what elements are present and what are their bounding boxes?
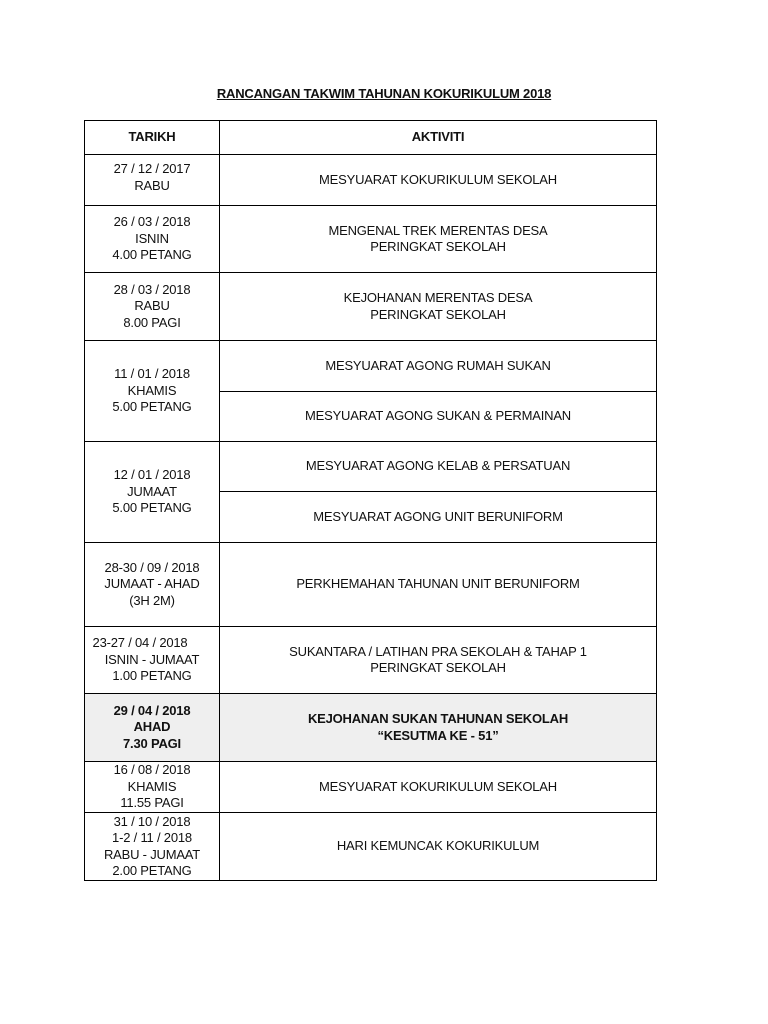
date-line: 1-2 / 11 / 2018 xyxy=(112,830,192,845)
day-line: KHAMIS xyxy=(127,382,177,398)
date-cell xyxy=(85,694,220,762)
activity-cell xyxy=(220,273,657,341)
day-line: AHAD xyxy=(133,719,171,735)
date-line: 16 / 08 / 2018 xyxy=(113,762,191,778)
time-line: 11.55 PAGI xyxy=(120,795,184,811)
day-line: RABU xyxy=(134,298,170,314)
table-row xyxy=(85,206,657,273)
activity-line: MESYUARAT AGONG UNIT BERUNIFORM xyxy=(313,508,563,524)
time-line: 7.30 PAGI xyxy=(123,735,181,751)
date-cell xyxy=(85,762,220,813)
activity-line: KEJOHANAN SUKAN TAHUNAN SEKOLAH xyxy=(307,711,569,726)
activity-line: HARI KEMUNCAK KOKURIKULUM xyxy=(336,838,540,854)
date-line: 28 / 03 / 2018 xyxy=(113,281,191,297)
activity-line: MESYUARAT KOKURIKULUM SEKOLAH xyxy=(319,778,557,794)
date-line: 31 / 10 / 2018 xyxy=(113,813,191,829)
table-row xyxy=(85,155,657,206)
activity-line: MENGENAL TREK MERENTAS DESA xyxy=(328,222,548,238)
date-cell xyxy=(85,627,220,694)
date-line: 29 / 04 / 2018 xyxy=(113,702,191,718)
activity-cell xyxy=(220,206,657,273)
date-line: 28-30 / 09 / 2018 xyxy=(104,559,200,575)
page-title: RANCANGAN TAKWIM TAHUNAN KOKURIKULUM 2018 xyxy=(216,86,552,101)
time-line: 1.00 PETANG xyxy=(112,668,192,684)
table-row-highlighted xyxy=(85,694,657,762)
activity-cell xyxy=(220,442,657,492)
activity-line: MESYUARAT KOKURIKULUM SEKOLAH xyxy=(319,171,557,187)
column-header-date: TARIKH xyxy=(85,121,220,155)
date-line: 23-27 / 04 / 2018 xyxy=(92,635,188,651)
activity-line: MESYUARAT AGONG SUKAN & PERMAINAN xyxy=(305,408,571,424)
activity-line: SUKANTARA / LATIHAN PRA SEKOLAH & TAHAP 1 xyxy=(289,643,587,659)
date-cell xyxy=(85,155,220,206)
activity-cell xyxy=(220,341,657,392)
time-line: 4.00 PETANG xyxy=(112,247,192,263)
date-cell xyxy=(85,273,220,341)
time-line: 5.00 PETANG xyxy=(112,500,192,516)
table-row xyxy=(85,273,657,341)
activity-cell xyxy=(220,694,657,762)
activity-cell xyxy=(220,762,657,813)
activity-line: KEJOHANAN MERENTAS DESA xyxy=(343,290,533,305)
activity-line: PERKHEMAHAN TAHUNAN UNIT BERUNIFORM xyxy=(296,576,580,592)
time-line: 8.00 PAGI xyxy=(123,314,181,330)
schedule-table xyxy=(84,120,657,881)
activity-cell xyxy=(220,543,657,627)
activity-line: PERINGKAT SEKOLAH xyxy=(370,660,506,675)
activity-line: MESYUARAT AGONG RUMAH SUKAN xyxy=(325,357,551,373)
date-cell xyxy=(85,543,220,627)
table-row xyxy=(85,341,657,392)
date-line: 11 / 01 / 2018 xyxy=(114,366,190,382)
date-line: 27 / 12 / 2017 xyxy=(113,161,191,176)
activity-cell xyxy=(220,492,657,543)
date-line: 12 / 01 / 2018 xyxy=(113,467,191,483)
activity-line: PERINGKAT SEKOLAH xyxy=(370,306,506,322)
activity-cell xyxy=(220,392,657,442)
day-line: ISNIN xyxy=(135,230,169,246)
date-cell xyxy=(85,813,220,881)
day-line: KHAMIS xyxy=(127,778,177,794)
day-line: JUMAAT xyxy=(127,483,177,499)
date-cell xyxy=(85,341,220,442)
activity-cell xyxy=(220,155,657,206)
activity-cell xyxy=(220,813,657,881)
activity-cell xyxy=(220,627,657,694)
day-line: RABU xyxy=(134,177,170,193)
date-cell xyxy=(85,206,220,273)
day-line: RABU - JUMAAT xyxy=(103,846,201,862)
day-line: ISNIN - JUMAAT xyxy=(104,651,200,667)
day-line: JUMAAT - AHAD xyxy=(104,576,200,592)
table-row xyxy=(85,762,657,813)
activity-line: “KESUTMA KE - 51” xyxy=(377,727,499,743)
column-header-activity: AKTIVITI xyxy=(220,121,657,155)
table-header-row xyxy=(85,121,657,155)
activity-line: PERINGKAT SEKOLAH xyxy=(370,239,506,254)
duration-line: (3H 2M) xyxy=(129,592,175,608)
table-row xyxy=(85,543,657,627)
time-line: 2.00 PETANG xyxy=(112,863,192,878)
time-line: 5.00 PETANG xyxy=(112,399,192,415)
activity-line: MESYUARAT AGONG KELAB & PERSATUAN xyxy=(305,458,571,474)
table-row xyxy=(85,442,657,492)
date-line: 26 / 03 / 2018 xyxy=(113,214,191,230)
date-cell xyxy=(85,442,220,543)
table-row xyxy=(85,813,657,881)
table-row xyxy=(85,627,657,694)
